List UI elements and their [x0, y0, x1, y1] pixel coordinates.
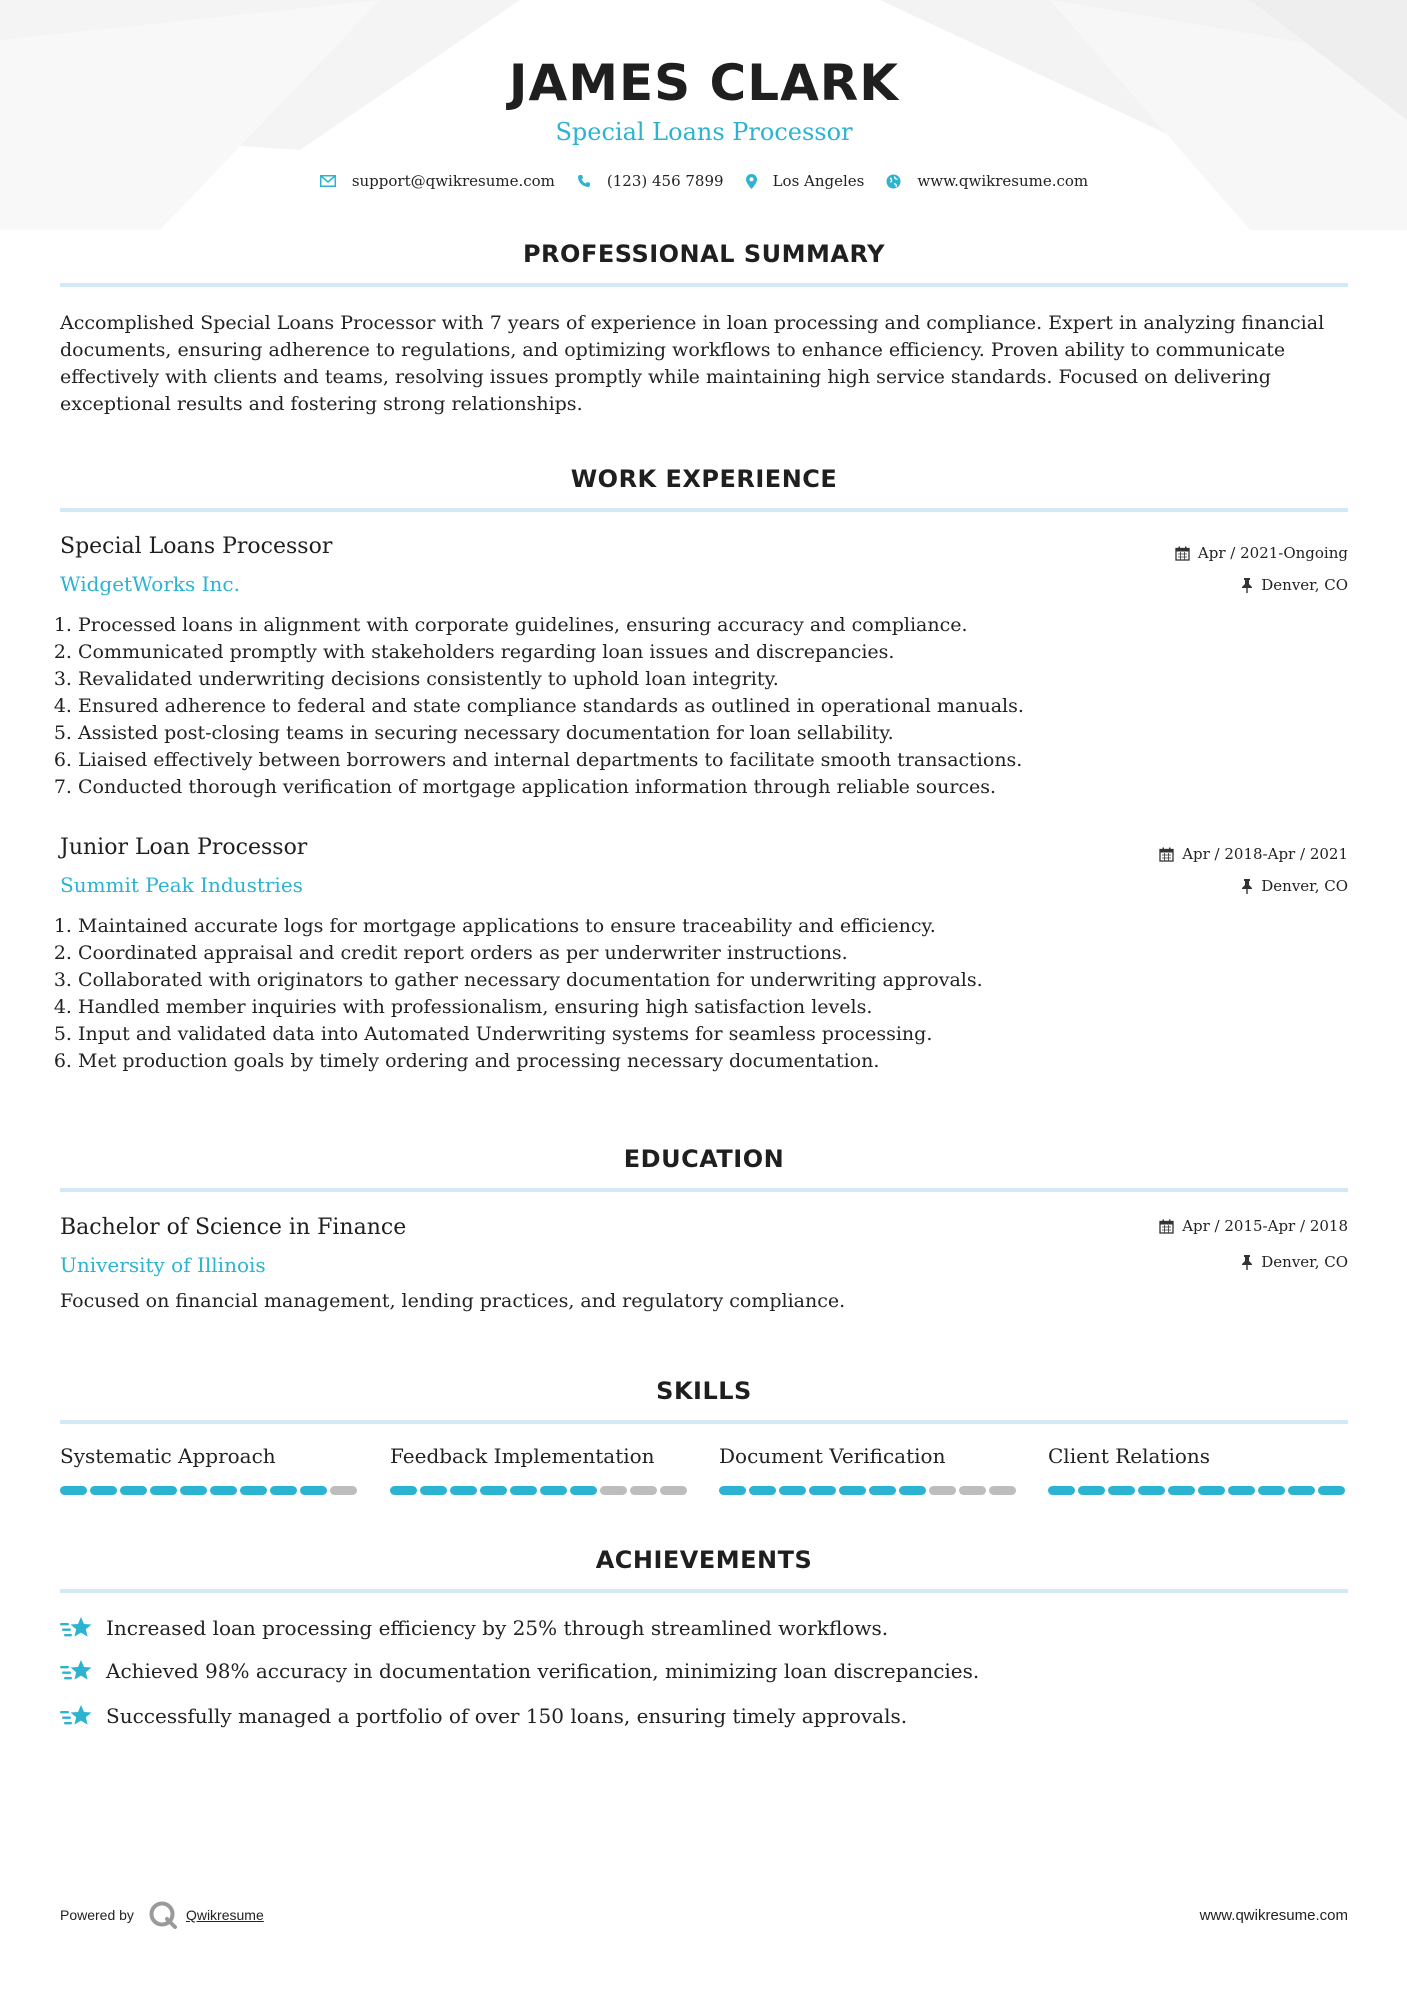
- skill-segment-filled: [450, 1486, 477, 1495]
- shooting-star-icon: [60, 1702, 94, 1730]
- skill-segment-filled: [180, 1486, 207, 1495]
- education-location: [1241, 1253, 1348, 1271]
- job-bullet: 2. Coordinated appraisal and credit report orders as per underwriter instructions.: [78, 940, 1278, 967]
- contact-location: [746, 172, 865, 190]
- pushpin-icon: [1241, 879, 1253, 894]
- skill-segment-filled: [1228, 1486, 1255, 1495]
- job-bullet: 1. Processed loans in alignment with corporate guidelines, ensuring accuracy and compliance.: [78, 612, 1278, 639]
- contact-website[interactable]: [886, 172, 1088, 190]
- skill-segment-filled: [300, 1486, 327, 1495]
- skill-segment-filled: [510, 1486, 537, 1495]
- job-bullet: 6. Met production goals by timely ordering and processing necessary documentation.: [78, 1048, 1278, 1075]
- skill-segment-filled: [120, 1486, 147, 1495]
- skill-name: Feedback Implementation: [390, 1444, 655, 1468]
- footer-powered-by: [60, 1900, 264, 1930]
- skill-segment-filled: [1048, 1486, 1075, 1495]
- skill-segment-filled: [60, 1486, 87, 1495]
- contact-phone[interactable]: [577, 172, 724, 190]
- envelope-icon: [320, 175, 336, 187]
- skills-divider: [60, 1420, 1348, 1424]
- job-bullet: 7. Conducted thorough verification of mortgage application information through reliable sources.: [78, 774, 1278, 801]
- candidate-title: Special Loans Processor: [555, 118, 853, 146]
- skill-segment-filled: [1288, 1486, 1315, 1495]
- job-company: WidgetWorks Inc.: [60, 572, 240, 596]
- pushpin-icon: [1241, 578, 1253, 593]
- education-location-text: Denver, CO: [1261, 1253, 1348, 1271]
- skill-segment-filled: [480, 1486, 507, 1495]
- skill-segment-empty: [989, 1486, 1016, 1495]
- achievements-divider: [60, 1589, 1348, 1593]
- skill-item: [390, 1444, 690, 1495]
- qwikresume-logo-icon: [148, 1900, 180, 1930]
- globe-icon: [886, 174, 901, 189]
- shooting-star-icon: [60, 1614, 94, 1642]
- skill-name: Systematic Approach: [60, 1444, 276, 1468]
- skill-item: [60, 1444, 360, 1495]
- contact-email[interactable]: [320, 172, 555, 190]
- summary-divider: [60, 283, 1348, 287]
- achievement-text: Successfully managed a portfolio of over 150 loans, ensuring timely approvals.: [106, 1704, 908, 1728]
- job-bullet: 5. Assisted post-closing teams in securing necessary documentation for loan sellability.: [78, 720, 1278, 747]
- skill-name: Document Verification: [719, 1444, 946, 1468]
- job-bullet: 5. Input and validated data into Automated Underwriting systems for seamless processing.: [78, 1021, 1278, 1048]
- skill-segment-filled: [1258, 1486, 1285, 1495]
- achievement-text: Increased loan processing efficiency by 25% through streamlined workflows.: [106, 1616, 889, 1640]
- job-bullet: 2. Communicated promptly with stakeholders regarding loan issues and discrepancies.: [78, 639, 1278, 666]
- phone-icon: [577, 174, 591, 188]
- skill-level-bar: [390, 1486, 690, 1495]
- skill-segment-filled: [839, 1486, 866, 1495]
- footer-website[interactable]: www.qwikresume.com: [1199, 1907, 1348, 1924]
- job-company: Summit Peak Industries: [60, 873, 303, 897]
- job-bullet: 3. Revalidated underwriting decisions consistently to uphold loan integrity.: [78, 666, 1278, 693]
- job-bullet: 4. Handled member inquiries with professionalism, ensuring high satisfaction levels.: [78, 994, 1278, 1021]
- powered-by-label: Powered by: [60, 1907, 134, 1923]
- skill-level-bar: [60, 1486, 360, 1495]
- job-bullet: 3. Collaborated with originators to gather necessary documentation for underwriting approvals.: [78, 967, 1278, 994]
- skill-segment-empty: [959, 1486, 986, 1495]
- skill-segment-empty: [630, 1486, 657, 1495]
- calendar-icon: [1175, 546, 1190, 561]
- skill-segment-filled: [1138, 1486, 1165, 1495]
- calendar-icon: [1159, 1219, 1174, 1234]
- map-marker-icon: [746, 174, 757, 189]
- skills-heading: SKILLS: [656, 1377, 752, 1405]
- contact-phone-text: (123) 456 7899: [606, 172, 724, 190]
- job-bullet: 1. Maintained accurate logs for mortgage applications to ensure traceability and efficiency.: [78, 913, 1278, 940]
- education-degree: Bachelor of Science in Finance: [60, 1215, 407, 1240]
- skill-segment-filled: [90, 1486, 117, 1495]
- experience-heading: WORK EXPERIENCE: [570, 465, 838, 493]
- job-title: Junior Loan Processor: [60, 835, 308, 860]
- header-background-decoration: [0, 0, 1407, 230]
- skill-segment-filled: [1198, 1486, 1225, 1495]
- skill-segment-empty: [600, 1486, 627, 1495]
- skill-segment-filled: [240, 1486, 267, 1495]
- contact-website-text: www.qwikresume.com: [917, 172, 1089, 190]
- achievement-item: [60, 1657, 979, 1685]
- job-location: [1241, 877, 1348, 895]
- education-heading: EDUCATION: [623, 1145, 785, 1173]
- calendar-icon: [1159, 847, 1174, 862]
- shooting-star-icon: [60, 1657, 94, 1685]
- job-bullets: [60, 612, 1278, 801]
- skill-segment-filled: [809, 1486, 836, 1495]
- job-location-text: Denver, CO: [1261, 877, 1348, 895]
- skill-segment-filled: [1108, 1486, 1135, 1495]
- skill-segment-filled: [1318, 1486, 1345, 1495]
- skill-level-bar: [1048, 1486, 1348, 1495]
- skill-name: Client Relations: [1048, 1444, 1211, 1468]
- job-dates: [1175, 544, 1348, 562]
- job-bullets: [60, 913, 1278, 1075]
- skill-segment-empty: [929, 1486, 956, 1495]
- education-divider: [60, 1188, 1348, 1192]
- achievement-item: [60, 1614, 888, 1642]
- skill-segment-filled: [420, 1486, 447, 1495]
- skill-item: [1048, 1444, 1348, 1495]
- skill-segment-filled: [540, 1486, 567, 1495]
- achievement-item: [60, 1702, 907, 1730]
- job-dates-text: Apr / 2018-Apr / 2021: [1182, 845, 1348, 863]
- job-dates-text: Apr / 2021-Ongoing: [1197, 544, 1348, 562]
- education-description: Focused on financial management, lending practices, and regulatory compliance.: [60, 1290, 846, 1312]
- skill-segment-empty: [330, 1486, 357, 1495]
- skill-segment-filled: [1078, 1486, 1105, 1495]
- education-dates: [1159, 1217, 1348, 1235]
- skill-segment-filled: [270, 1486, 297, 1495]
- skill-segment-filled: [899, 1486, 926, 1495]
- job-bullet: 4. Ensured adherence to federal and state compliance standards as outlined in operational manuals.: [78, 693, 1278, 720]
- job-dates: [1159, 845, 1348, 863]
- contact-email-text: support@qwikresume.com: [351, 172, 555, 190]
- candidate-name: JAMES CLARK: [508, 54, 900, 112]
- job-location: [1241, 576, 1348, 594]
- skill-item: [719, 1444, 1019, 1495]
- skill-level-bar: [719, 1486, 1019, 1495]
- qwikresume-link[interactable]: Qwikresume: [185, 1907, 264, 1923]
- summary-text: Accomplished Special Loans Processor with 7 years of experience in loan processing and compliance. Expert in analyzing financial documents, ensuring adherence to regulations, and optimizing workflows to enhance efficiency. Proven ability to communicate effectively with clients and teams, resolving issues promptly while maintaining high service standards. Focused on delivering exceptional results and fostering strong relationships.: [60, 312, 1325, 415]
- experience-divider: [60, 508, 1348, 512]
- summary-heading: PROFESSIONAL SUMMARY: [522, 240, 886, 268]
- contact-bar: [60, 172, 1348, 190]
- skill-segment-filled: [719, 1486, 746, 1495]
- skill-segment-filled: [869, 1486, 896, 1495]
- contact-location-text: Los Angeles: [772, 172, 865, 190]
- education-school: University of Illinois: [60, 1253, 266, 1277]
- skill-segment-empty: [660, 1486, 687, 1495]
- job-title: Special Loans Processor: [60, 534, 333, 559]
- skill-segment-filled: [570, 1486, 597, 1495]
- skill-segment-filled: [779, 1486, 806, 1495]
- achievements-heading: ACHIEVEMENTS: [595, 1546, 813, 1574]
- skill-segment-filled: [210, 1486, 237, 1495]
- achievement-text: Achieved 98% accuracy in documentation verification, minimizing loan discrepancies.: [106, 1659, 980, 1683]
- skill-segment-filled: [150, 1486, 177, 1495]
- skill-segment-filled: [1168, 1486, 1195, 1495]
- skill-segment-filled: [749, 1486, 776, 1495]
- job-location-text: Denver, CO: [1261, 576, 1348, 594]
- skill-segment-filled: [390, 1486, 417, 1495]
- job-bullet: 6. Liaised effectively between borrowers and internal departments to facilitate smooth transactions.: [78, 747, 1278, 774]
- pushpin-icon: [1241, 1255, 1253, 1270]
- education-dates-text: Apr / 2015-Apr / 2018: [1182, 1217, 1348, 1235]
